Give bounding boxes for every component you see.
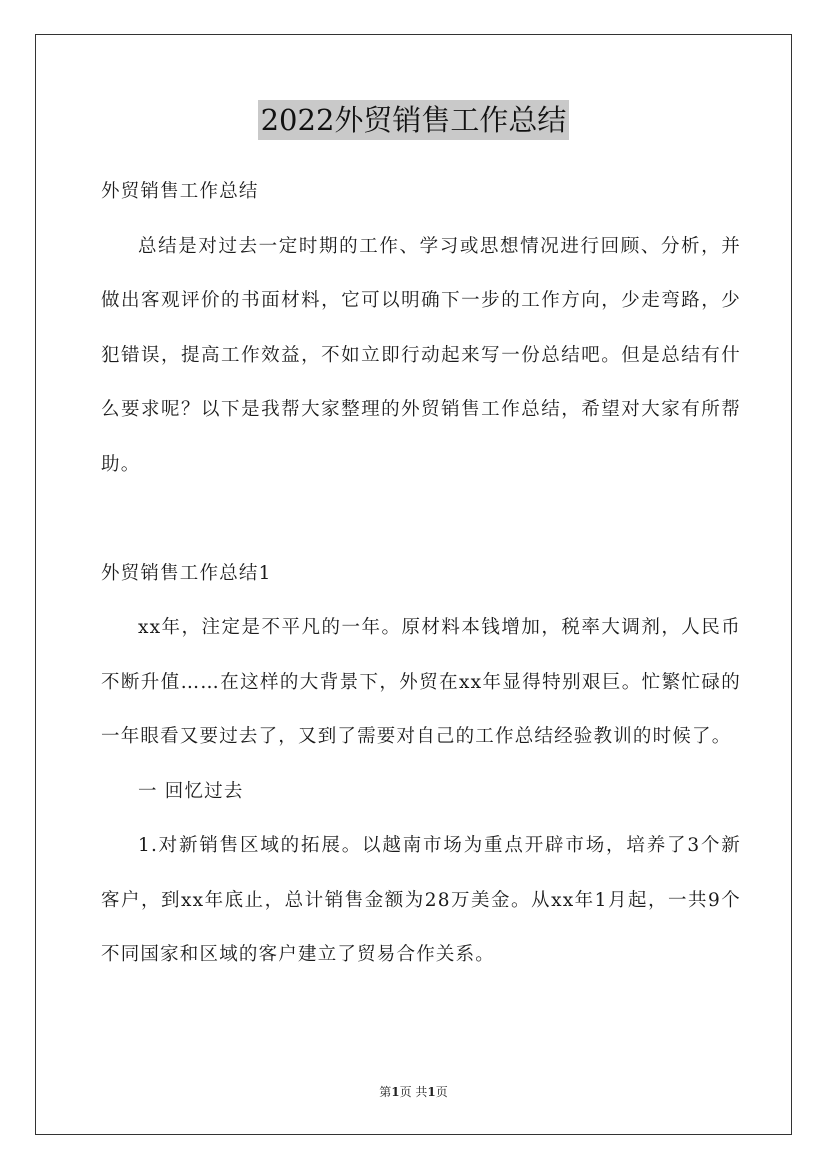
page-number: 1 <box>391 1085 400 1099</box>
section-heading: 外贸销售工作总结 <box>101 181 259 202</box>
body-paragraph: 1.对新销售区域的拓展。以越南市场为重点开辟市场，培养了3个新客户，到xx年底止，总计销售金额为28万美金。从xx年1月起，一共9个不同国家和区域的客户建立了贸易合作关系。 <box>101 835 741 965</box>
body-paragraph: xx年，注定是不平凡的一年。原材料本钱增加，税率大调剂，人民币不断升值……在这样的大背景下，外贸在xx年显得特别艰巨。忙繁忙碌的一年眼看又要过去了，又到了需要对自己的工作总结经验教训的时候了。 <box>101 617 741 747</box>
document-body <box>101 165 741 983</box>
subsection-heading: 一 回忆过去 <box>138 780 244 802</box>
page-footer <box>0 1083 827 1101</box>
title-container <box>0 100 827 140</box>
page-total: 1 <box>427 1085 436 1099</box>
page-prefix: 第 <box>379 1085 392 1099</box>
page-mid: 页 共 <box>399 1085 428 1099</box>
intro-paragraph: 总结是对过去一定时期的工作、学习或思想情况进行回顾、分析，并做出客观评价的书面材料，它可以明确下一步的工作方向，少走弯路，少犯错误，提高工作效益，不如立即行动起来写一份总结吧。但是总结有什么要求呢？以下是我帮大家整理的外贸销售工作总结，希望对大家有所帮助。 <box>101 235 741 475</box>
document-title: 2022外贸销售工作总结 <box>258 100 570 140</box>
page-suffix: 页 <box>435 1085 448 1099</box>
blank-line <box>101 492 741 547</box>
section-heading: 外贸销售工作总结1 <box>101 562 272 584</box>
